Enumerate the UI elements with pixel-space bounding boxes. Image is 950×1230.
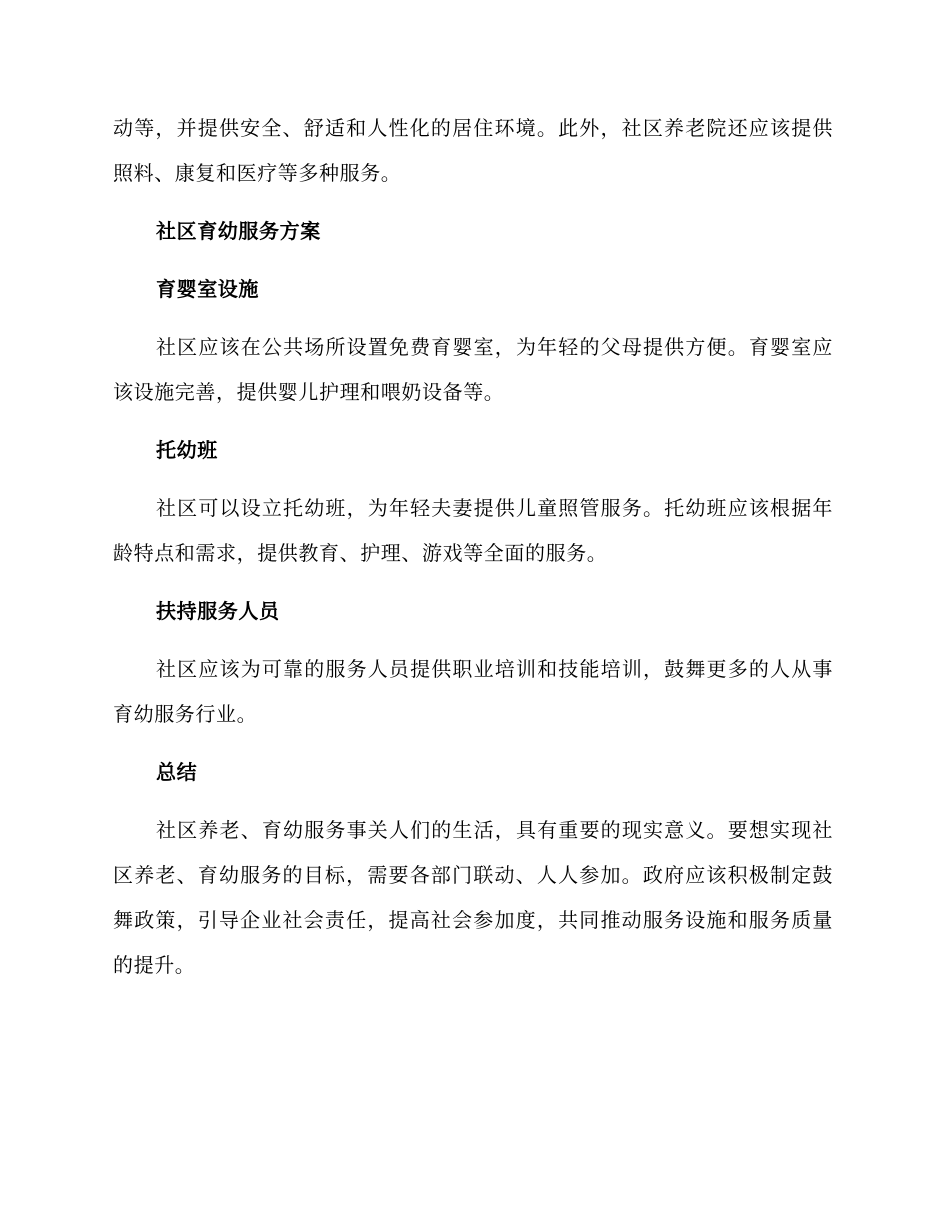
summary-body: 社区养老、育幼服务事关人们的生活，具有重要的现实意义。要想实现社区养老、育幼服务的目标，需要各部门联动、人人参加。政府应该积极制定鼓舞政策，引导企业社会责任，提高社会参加度，共同推动服务设施和服务质量的提升。 xyxy=(113,818,833,977)
summary-heading: 总结 xyxy=(156,760,198,784)
intro-continuation-paragraph: 动等，并提供安全、舒适和人性化的居住环境。此外，社区养老院还应该提供照料、康复和医疗等多种服务。 xyxy=(113,116,833,185)
subsection-body-daycare: 社区可以设立托幼班，为年轻夫妻提供儿童照管服务。托幼班应该根据年龄特点和需求，提供教育、护理、游戏等全面的服务。 xyxy=(113,496,833,565)
subsection-heading-staff-support: 扶持服务人员 xyxy=(156,599,280,623)
subsection-heading-nursery: 育婴室设施 xyxy=(156,277,259,301)
subsection-heading-daycare: 托幼班 xyxy=(156,438,218,462)
subsection-body-nursery: 社区应该在公共场所设置免费育婴室，为年轻的父母提供方便。育婴室应该设施完善，提供婴儿护理和喂奶设备等。 xyxy=(113,335,833,404)
section-title: 社区育幼服务方案 xyxy=(156,219,321,243)
subsection-body-staff-support: 社区应该为可靠的服务人员提供职业培训和技能培训，鼓舞更多的人从事育幼服务行业。 xyxy=(113,657,833,726)
document-body xyxy=(113,106,833,988)
